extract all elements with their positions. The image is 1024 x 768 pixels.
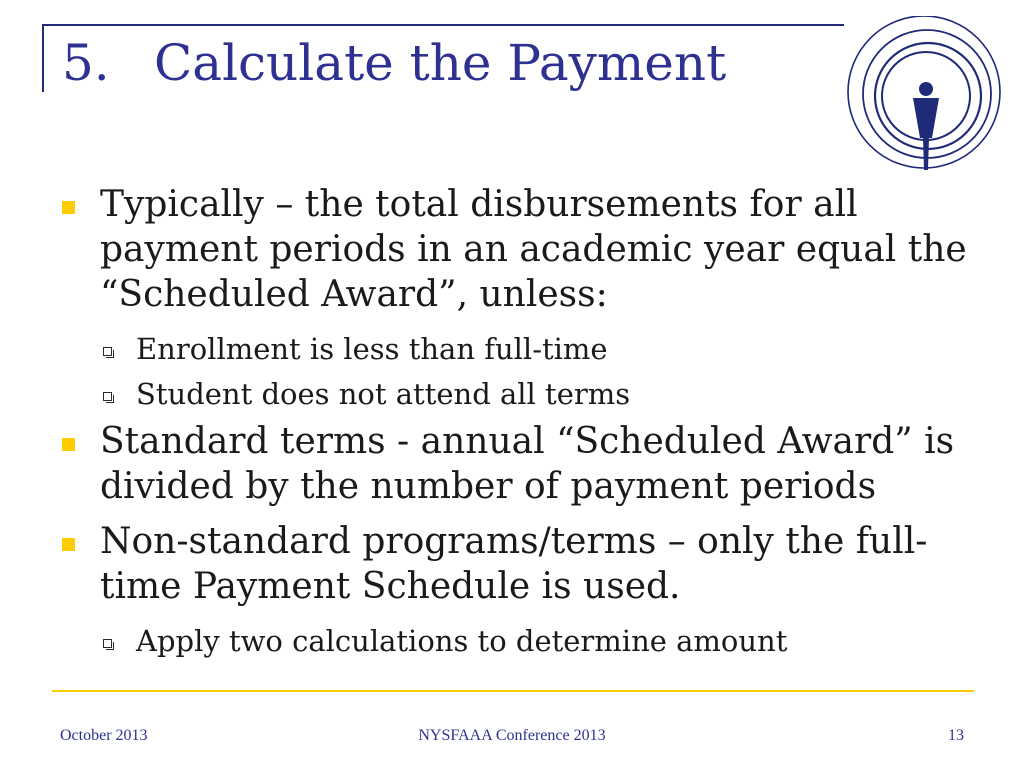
slide-page-number: 13: [948, 727, 964, 744]
sub-bullet-item: [60, 327, 980, 372]
sub-bullet-item: [60, 619, 980, 664]
yellow-square-bullet-icon: [62, 438, 75, 451]
bullet-text: Non-standard programs/terms – only the full-time Payment Schedule is used.: [100, 521, 928, 607]
conference-logo-icon: [842, 16, 1012, 176]
bullet-group: [60, 519, 980, 664]
bullet-item: [60, 519, 980, 609]
bullet-group: [60, 182, 980, 417]
slide-title-number: 5.: [62, 34, 110, 92]
bullet-text: Standard terms - annual “Scheduled Award” is divided by the number of payment periods: [100, 421, 955, 507]
sub-bullet-item: [60, 372, 980, 417]
bullet-item: [60, 182, 980, 317]
slide-body: [60, 182, 980, 666]
sub-bullet-text: Student does not attend all terms: [136, 377, 631, 411]
slide-title-text: Calculate the Payment: [154, 34, 727, 92]
footer-date: October 2013: [60, 727, 148, 744]
slide-title: [62, 36, 726, 91]
yellow-square-bullet-icon: [62, 538, 75, 551]
sub-bullet-text: Enrollment is less than full-time: [136, 332, 608, 366]
title-frame-left-line: [42, 24, 44, 92]
hollow-box-bullet-icon: [103, 639, 112, 648]
title-frame-top-line: [42, 24, 844, 26]
bullet-item: [60, 419, 980, 509]
footer-conference: NYSFAAA Conference 2013: [418, 727, 606, 744]
hollow-box-bullet-icon: [103, 392, 112, 401]
yellow-square-bullet-icon: [62, 201, 75, 214]
bullet-text: Typically – the total disbursements for all payment periods in an academic year equal the “Scheduled Award”, unless:: [100, 184, 967, 315]
bullet-group: [60, 419, 980, 509]
footer-divider: [52, 690, 974, 692]
sub-bullet-text: Apply two calculations to determine amount: [136, 624, 788, 658]
hollow-box-bullet-icon: [103, 347, 112, 356]
